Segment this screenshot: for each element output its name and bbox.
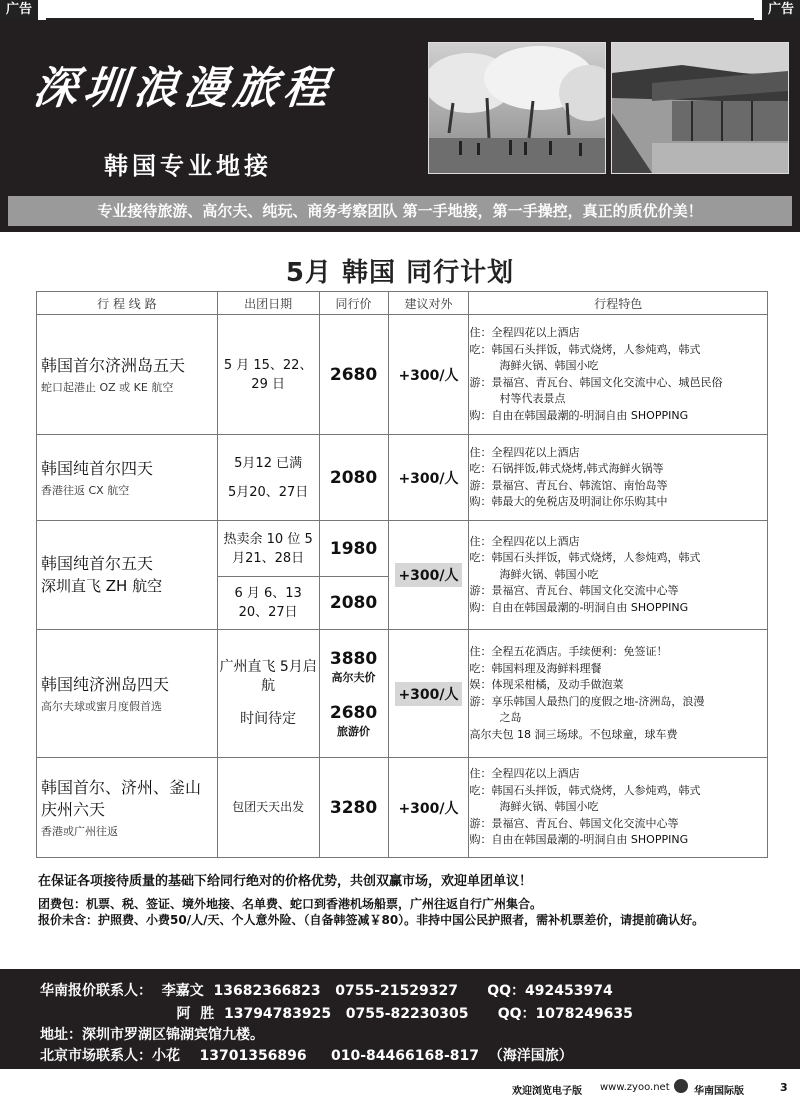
site-link[interactable]: www.zyoo.net xyxy=(600,1082,670,1093)
suggest-cell: +300/人 xyxy=(388,758,469,858)
brand-subtitle: 韩国专业地接 xyxy=(104,151,272,180)
note-headline: 在保证各项接待质量的基础下给同行绝对的价格优势，共创双赢市场，欢迎单团单议！ xyxy=(38,874,533,889)
feature-line: 游：景福宫、青瓦台、韩流馆、南怡岛等 xyxy=(469,478,668,492)
suggest-highlight: +300/人 xyxy=(395,563,461,587)
page-footer xyxy=(0,1076,800,1100)
logo-icon xyxy=(674,1079,688,1093)
feature-line: 购：自由在韩国最潮的-明洞自由 SHOPPING xyxy=(469,833,689,847)
table-row xyxy=(37,435,768,521)
suggest-cell: +300/人 xyxy=(388,435,469,521)
route-name: 韩国首尔、济州、釜山庆州六天 xyxy=(41,777,202,819)
price-cell: 2680 xyxy=(319,315,388,435)
route-sub: 高尔夫球或蜜月度假首选 xyxy=(41,699,162,713)
date-cell: 热卖余 10 位 5月21、28日 xyxy=(217,521,319,577)
photo-traditional-palace xyxy=(611,42,789,174)
feature-line: 吃：石锅拌饭,韩式烧烤,韩式海鲜火锅等 xyxy=(469,462,664,475)
feature-line: 游：享乐韩国人最热门的度假之地-济洲岛，浪漫 xyxy=(469,694,705,708)
date-line-b: 5月20、27日 xyxy=(227,484,309,500)
date-line-a: 广州直飞 5月启航 xyxy=(219,659,317,694)
price-cell: 2080 xyxy=(319,577,388,630)
suggest-cell xyxy=(388,630,469,758)
feature-line: 海鲜火锅、韩国小吃 xyxy=(499,359,599,372)
contact-block xyxy=(0,969,800,1069)
features-cell xyxy=(469,315,768,435)
date-cell xyxy=(217,630,319,758)
note-included: 团费包：机票、税、签证、境外地接、名单费、蛇口到香港机场船票，广州往返自行广州集合。 xyxy=(38,897,543,911)
route-sub: 深圳直飞 ZH 航空 xyxy=(41,577,163,595)
feature-line: 吃：韩国石头拌饭，韩式烧烤，人参炖鸡，韩式 xyxy=(469,342,701,356)
suggest-cell: +300/人 xyxy=(388,315,469,435)
feature-line: 吃：韩国石头拌饭，韩式烧烤，人参炖鸡，韩式 xyxy=(469,551,701,565)
table-row xyxy=(37,630,768,758)
date-line-a: 5月12 已满 xyxy=(234,455,303,471)
header-route: 行 程 线 路 xyxy=(37,292,218,315)
price-golf-label: 高尔夫价 xyxy=(331,670,376,684)
route-sub: 蛇口起港止 OZ 或 KE 航空 xyxy=(41,380,174,394)
ad-bar xyxy=(0,0,800,20)
feature-line: 住：全程五花酒店。手续便利：免签证！ xyxy=(469,645,668,658)
suggest-cell xyxy=(388,521,469,630)
header-features: 行程特色 xyxy=(469,292,768,315)
route-cell xyxy=(37,315,218,435)
table-row xyxy=(37,315,768,435)
route-sub: 香港往返 CX 航空 xyxy=(41,483,130,497)
header-price: 同行价 xyxy=(319,292,388,315)
feature-line: 高尔夫包 18 洞三场球。不包球童，球车费 xyxy=(469,727,678,741)
route-name: 韩国纯首尔五天 xyxy=(41,554,154,573)
route-cell xyxy=(37,521,218,630)
table-row xyxy=(37,521,768,577)
table-header-row xyxy=(37,292,768,315)
feature-line: 吃：韩国料理及海鲜料理餐 xyxy=(469,661,602,675)
feature-line: 购：自由在韩国最潮的-明洞自由 SHOPPING xyxy=(469,408,689,422)
route-cell xyxy=(37,630,218,758)
price-cell xyxy=(319,630,388,758)
contact-line-2: 阿 胜 13794783925 0755-82230305 QQ：1078249635 xyxy=(40,1006,633,1022)
page-title: 5月 韩国 同行计划 xyxy=(285,258,515,288)
price-tour: 2680 xyxy=(329,702,378,723)
suggest-highlight: +300/人 xyxy=(395,682,461,706)
contact-line-1: 华南报价联系人： 李嘉文 13682366823 0755-21529327 QQ：492453974 xyxy=(40,983,613,999)
feature-line: 海鲜火锅、韩国小吃 xyxy=(499,800,599,814)
feature-line: 购：韩最大的免税店及明洞让你乐购其中 xyxy=(469,495,668,508)
feature-line: 住：全程四花以上酒店 xyxy=(469,534,580,548)
contact-beijing: 北京市场联系人：小花 13701356896 010-84466168-817 （海洋国旅） xyxy=(40,1048,573,1064)
feature-line: 购：自由在韩国最潮的-明洞自由 SHOPPING xyxy=(469,600,689,614)
photo-cherry-blossom-park xyxy=(428,42,606,174)
features-cell xyxy=(469,521,768,630)
ad-tag-right: 广告 xyxy=(762,0,800,20)
features-cell xyxy=(469,758,768,858)
note-terms xyxy=(38,896,768,928)
feature-line: 之岛 xyxy=(499,711,522,724)
route-name: 韩国纯济洲岛四天 xyxy=(41,674,170,694)
features-cell xyxy=(469,630,768,758)
note-excluded: 报价未含：护照费、小费50/人/天、个人意外险、（自备韩签减￥80）。非持中国公民护照者，需补机票差价，请提前确认好。 xyxy=(38,913,705,927)
ad-tag-left: 广告 xyxy=(0,0,38,20)
route-cell xyxy=(37,435,218,521)
page-number: 3 xyxy=(780,1081,788,1094)
tour-plan-table xyxy=(36,291,768,858)
feature-line: 住：全程四花以上酒店 xyxy=(469,326,580,339)
price-cell: 2080 xyxy=(319,435,388,521)
edition-label: 华南国际版 xyxy=(694,1086,744,1097)
header-date: 出团日期 xyxy=(217,292,319,315)
price-cell: 1980 xyxy=(319,521,388,577)
feature-line: 游：景福宫、青瓦台、韩国文化交流中心等 xyxy=(469,816,679,830)
feature-line: 住：全程四花以上酒店 xyxy=(469,767,580,781)
price-tour-label: 旅游价 xyxy=(337,724,371,738)
feature-line: 娱：体现采柑橘，及动手做泡菜 xyxy=(469,678,624,691)
feature-line: 村等代表景点 xyxy=(499,392,566,405)
date-cell: 5 月 15、22、29 日 xyxy=(217,315,319,435)
date-cell: 包团天天出发 xyxy=(217,758,319,858)
route-sub: 香港或广州往返 xyxy=(41,824,118,838)
route-name: 韩国纯首尔四天 xyxy=(41,458,154,478)
header-suggest: 建议对外 xyxy=(388,292,469,315)
route-cell xyxy=(37,758,218,858)
date-cell: 6 月 6、13 20、27日 xyxy=(217,577,319,630)
contact-address: 地址：深圳市罗湖区锦湖宾馆九楼。 xyxy=(40,1027,264,1043)
slogan-banner: 专业接待旅游、高尔夫、纯玩、商务考察团队 第一手地接，第一手操控，真正的质优价美！ xyxy=(8,196,792,226)
feature-line: 游：景福宫、青瓦台、韩国文化交流中心、城邑民俗 xyxy=(469,375,723,389)
price-cell: 3280 xyxy=(319,758,388,858)
feature-line: 游：景福宫、青瓦台、韩国文化交流中心等 xyxy=(469,584,679,598)
table-row xyxy=(37,758,768,858)
feature-line: 海鲜火锅、韩国小吃 xyxy=(499,567,599,581)
date-cell xyxy=(217,435,319,521)
feature-line: 吃：韩国石头拌饭，韩式烧烤，人参炖鸡，韩式 xyxy=(469,783,701,797)
route-name: 韩国首尔济洲岛五天 xyxy=(41,355,186,375)
feature-line: 住：全程四花以上酒店 xyxy=(469,445,580,459)
brand-title: 深圳浪漫旅程 xyxy=(30,63,337,114)
visit-text: 欢迎浏览电子版 xyxy=(512,1086,582,1097)
price-golf: 3880 xyxy=(329,648,378,669)
features-cell xyxy=(469,435,768,521)
date-line-b: 时间待定 xyxy=(240,711,297,727)
